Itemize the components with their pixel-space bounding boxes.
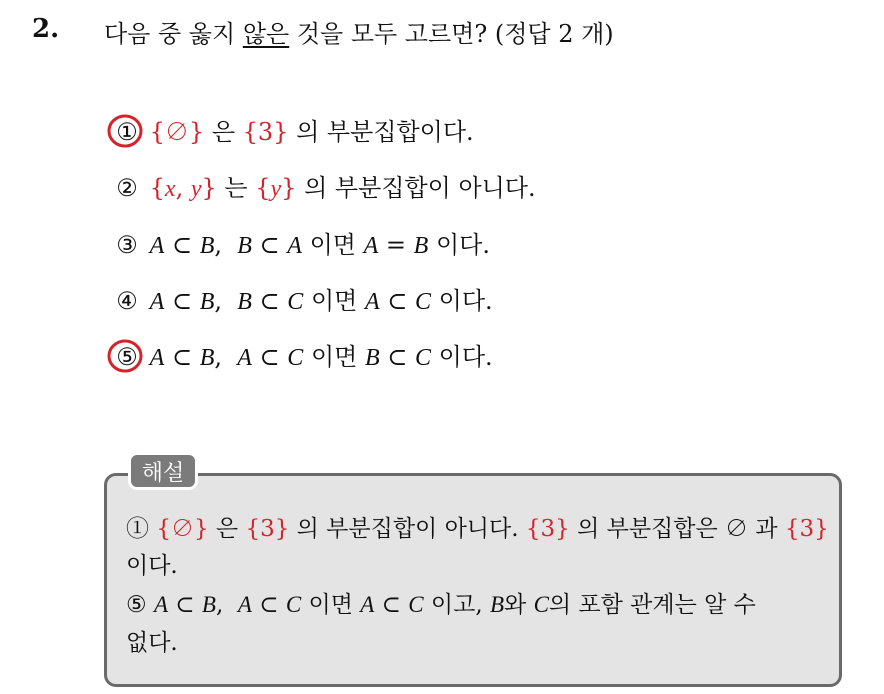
option-4[interactable]: ④ A ⊂ B, B ⊂ C 이면 A ⊂ C 이다.: [112, 281, 493, 316]
question-text-before: 다음 중 옳지: [104, 20, 243, 48]
explanation-line-2: 이다.: [126, 553, 178, 579]
option-5[interactable]: ⑤ A ⊂ B, A ⊂ C 이면 B ⊂ C 이다.: [112, 337, 493, 372]
explanation-line-3: ⑤ A ⊂ B, A ⊂ C 이면 A ⊂ C 이고, B와 C의 포함 관계는 알 수: [126, 592, 756, 618]
option-3-mark: ③: [116, 231, 138, 259]
option-2-mark: ②: [116, 174, 138, 202]
explanation-line-4: 없다.: [126, 630, 178, 656]
option-1[interactable]: ① {∅} 은 {3} 의 부분집합이다.: [112, 112, 474, 147]
question-number: 2.: [32, 14, 60, 44]
option-3[interactable]: ③ A ⊂ B, B ⊂ A 이면 A = B 이다.: [112, 225, 490, 260]
explanation-tag: 해설: [128, 452, 198, 490]
explanation-line-1: ① {∅} 은 {3} 의 부분집합이 아니다. {3} 의 부분집합은 ∅ 과 {3}: [126, 516, 829, 542]
option-2[interactable]: ② {x, y} 는 {y} 의 부분집합이 아니다.: [112, 168, 536, 203]
option-1-mark: ①: [112, 118, 142, 146]
question-text-after: 것을 모두 고르면? (정답 2 개): [289, 20, 614, 48]
option-1-set-b: {3}: [242, 118, 289, 146]
option-5-mark: ⑤: [112, 343, 142, 371]
explanation-box: [104, 473, 842, 687]
question-text: [104, 14, 614, 49]
question-text-underlined: 않은: [242, 20, 290, 48]
option-2-set-a: {x, y}: [149, 174, 217, 202]
option-2-set-b: {y}: [255, 174, 297, 202]
red-circle-mark-icon: [105, 337, 145, 375]
option-4-mark: ④: [116, 287, 138, 315]
red-circle-mark-icon: [105, 112, 145, 150]
option-1-set-a: {∅}: [149, 118, 205, 146]
